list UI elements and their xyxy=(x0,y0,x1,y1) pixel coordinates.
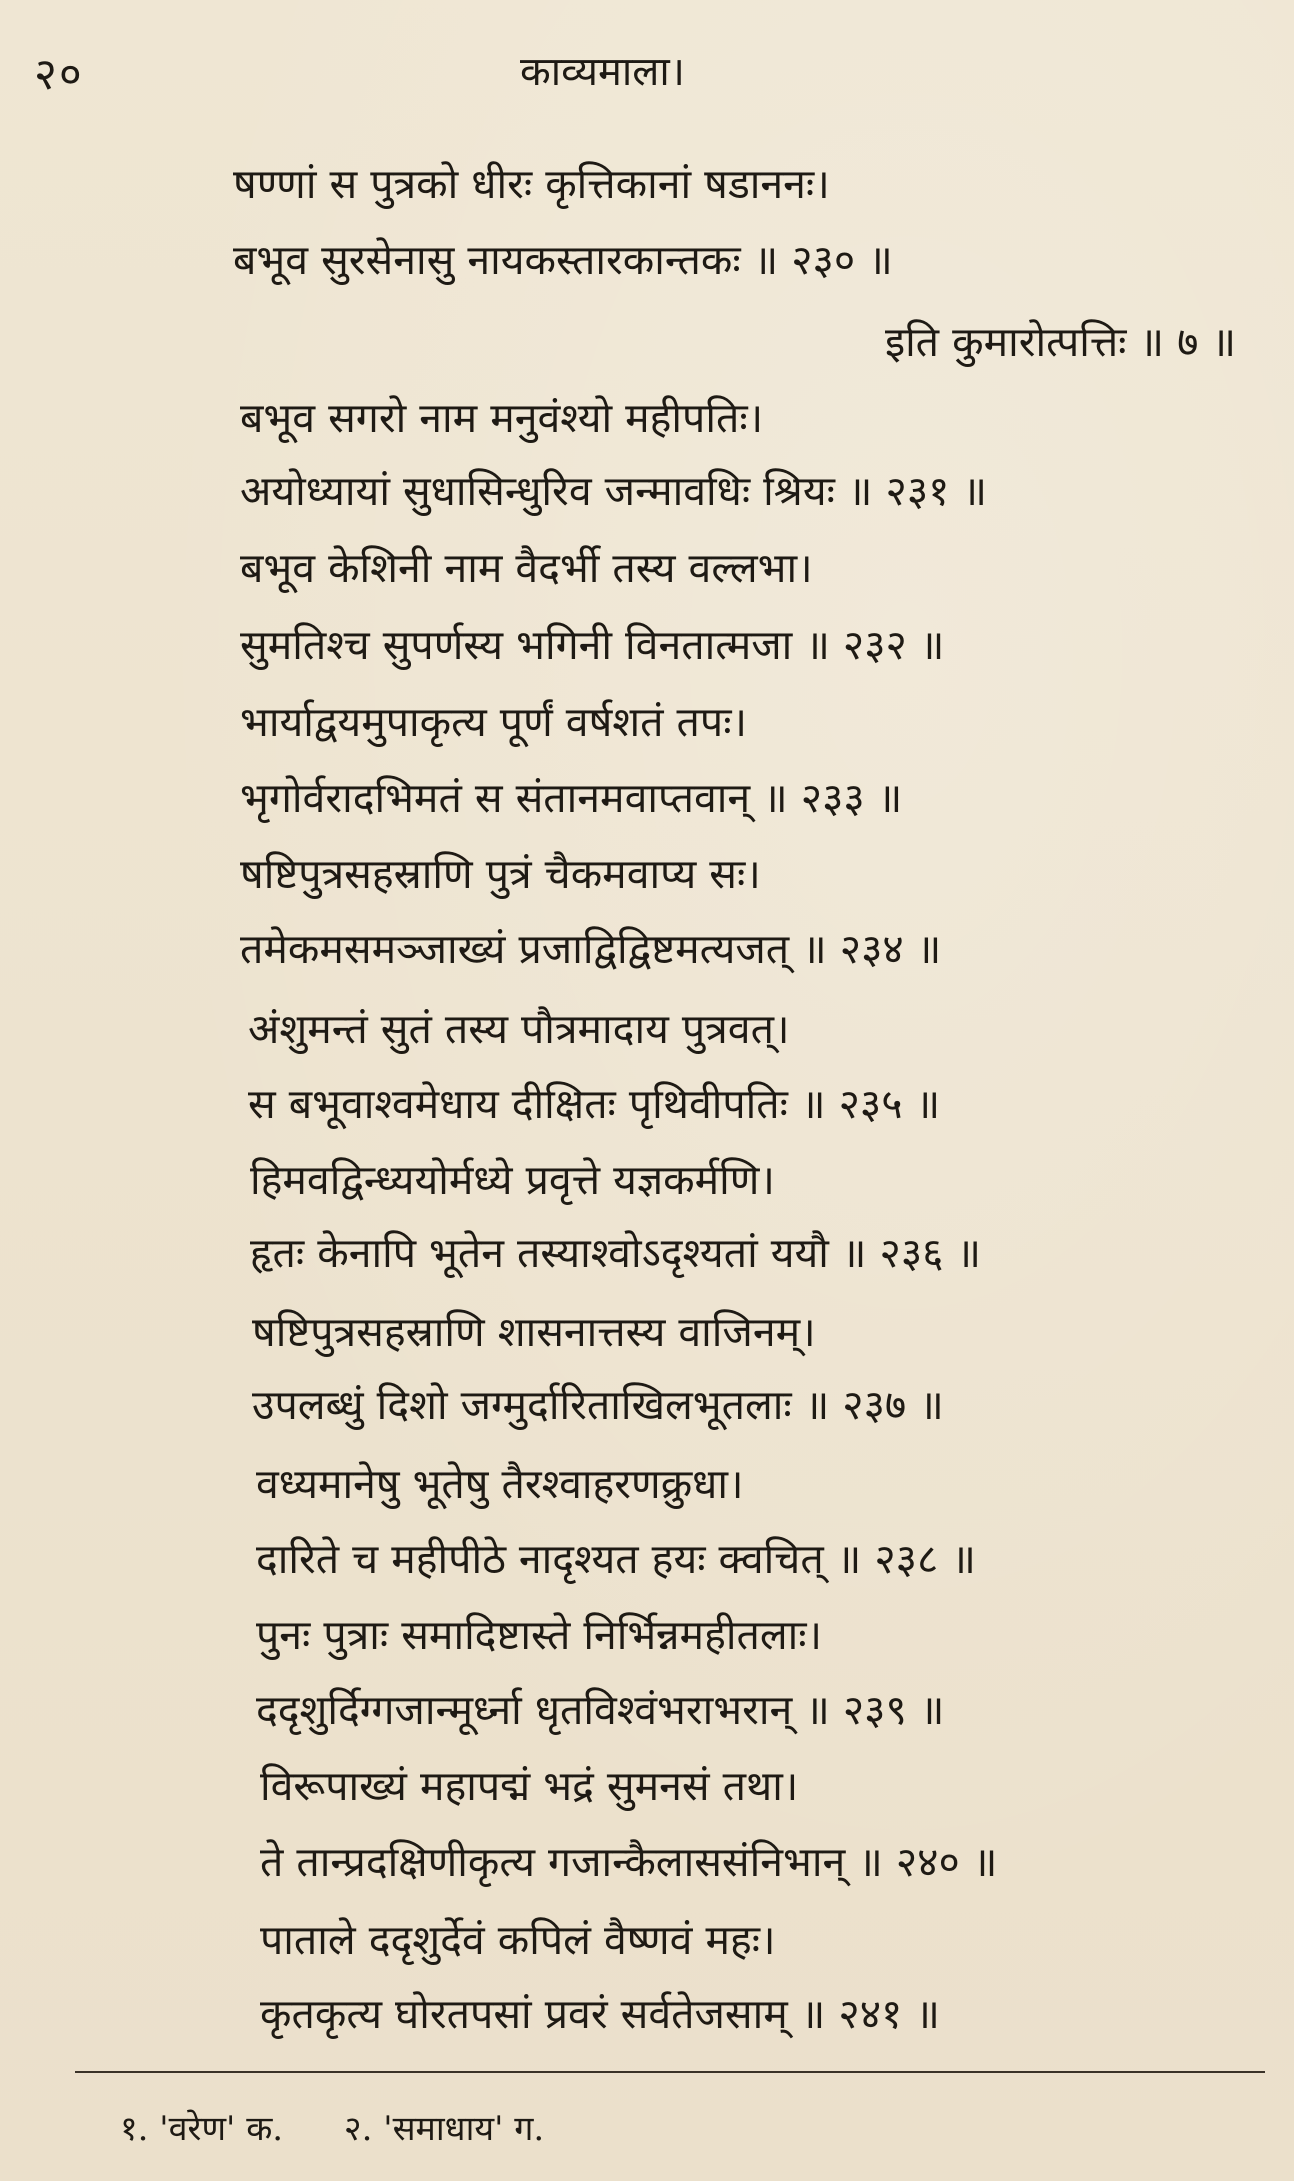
verse-line-8: भृगोर्वरादभिमतं स संतानमवाप्तवान् ॥ २३३ ॥ xyxy=(240,774,903,822)
footnote-1: १. 'वरेण' क. xyxy=(120,2109,284,2149)
verse-line-17: वध्यमानेषु भूतेषु तैरश्वाहरणक्रुधा। xyxy=(256,1460,744,1508)
verse-line-15: षष्टिपुत्रसहस्राणि शासनात्तस्य वाजिनम्। xyxy=(252,1308,816,1356)
verse-line-6: सुमतिश्च सुपर्णस्य भगिनी विनतात्मजा ॥ २३२ ॥ xyxy=(240,621,945,669)
verse-line-11: अंशुमन्तं सुतं तस्य पौत्रमादाय पुत्रवत्। xyxy=(248,1005,790,1053)
footnote-divider xyxy=(75,2071,1265,2073)
verse-line-2: बभूव सुरसेनासु नायकस्तारकान्तकः ॥ २३० ॥ xyxy=(233,236,893,284)
verse-line-13: हिमवद्विन्ध्ययोर्मध्ये प्रवृत्ते यज्ञकर्मणि। xyxy=(250,1156,775,1204)
verse-line-18: दारिते च महीपीठे नादृश्यत हयः क्वचित् ॥ २३८ ॥ xyxy=(256,1535,976,1583)
verse-line-1: षण्णां स पुत्रको धीरः कृत्तिकानां षडाननः। xyxy=(233,160,830,208)
verse-line-23: पाताले ददृशुर्देवं कपिलं वैष्णवं महः। xyxy=(260,1916,776,1964)
footnote-2: २. 'समाधाय' ग. xyxy=(343,2109,545,2149)
verse-line-3: बभूव सगरो नाम मनुवंश्यो महीपतिः। xyxy=(240,394,764,442)
running-head: काव्यमाला। xyxy=(520,49,685,95)
section-colophon: इति कुमारोत्पत्तिः ॥ ७ ॥ xyxy=(884,318,1236,366)
verse-line-7: भार्याद्वयमुपाकृत्य पूर्णं वर्षशतं तपः। xyxy=(240,698,748,746)
verse-line-14: हृतः केनापि भूतेन तस्याश्वोऽदृश्यतां ययौ ॥ २३६ ॥ xyxy=(250,1229,982,1277)
verse-line-19: पुनः पुत्राः समादिष्टास्ते निर्भिन्नमहीतलाः। xyxy=(256,1611,823,1659)
verse-line-24: कृतकृत्य घोरतपसां प्रवरं सर्वतेजसाम् ॥ २४१ ॥ xyxy=(260,1990,940,2038)
verse-line-12: स बभूवाश्वमेधाय दीक्षितः पृथिवीपतिः ॥ २३५ ॥ xyxy=(248,1080,941,1128)
verse-line-10: तमेकमसमञ्जाख्यं प्रजाद्विद्विष्टमत्यजत् ॥ २३४ ॥ xyxy=(240,925,942,973)
verse-line-4: अयोध्यायां सुधासिन्धुरिव जन्मावधिः श्रियः ॥ २३१ ॥ xyxy=(240,467,988,515)
verse-line-9: षष्टिपुत्रसहस्राणि पुत्रं चैकमवाप्य सः। xyxy=(240,850,761,898)
footnotes xyxy=(120,2104,594,2150)
verse-line-16: उपलब्धुं दिशो जग्मुर्दारिताखिलभूतलाः ॥ २३७ ॥ xyxy=(252,1381,944,1429)
verse-line-21: विरूपाख्यं महापद्मं भद्रं सुमनसं तथा। xyxy=(260,1762,799,1810)
verse-line-22: ते तान्प्रदक्षिणीकृत्य गजान्कैलाससंनिभान् ॥ २४० ॥ xyxy=(260,1838,998,1886)
verse-line-5: बभूव केशिनी नाम वैदर्भी तस्य वल्लभा। xyxy=(240,544,813,592)
page-number: २० xyxy=(34,49,84,100)
verse-line-20: ददृशुर्दिग्गजान्मूर्ध्ना धृतविश्वंभराभरान् ॥ २३९ ॥ xyxy=(256,1686,945,1734)
